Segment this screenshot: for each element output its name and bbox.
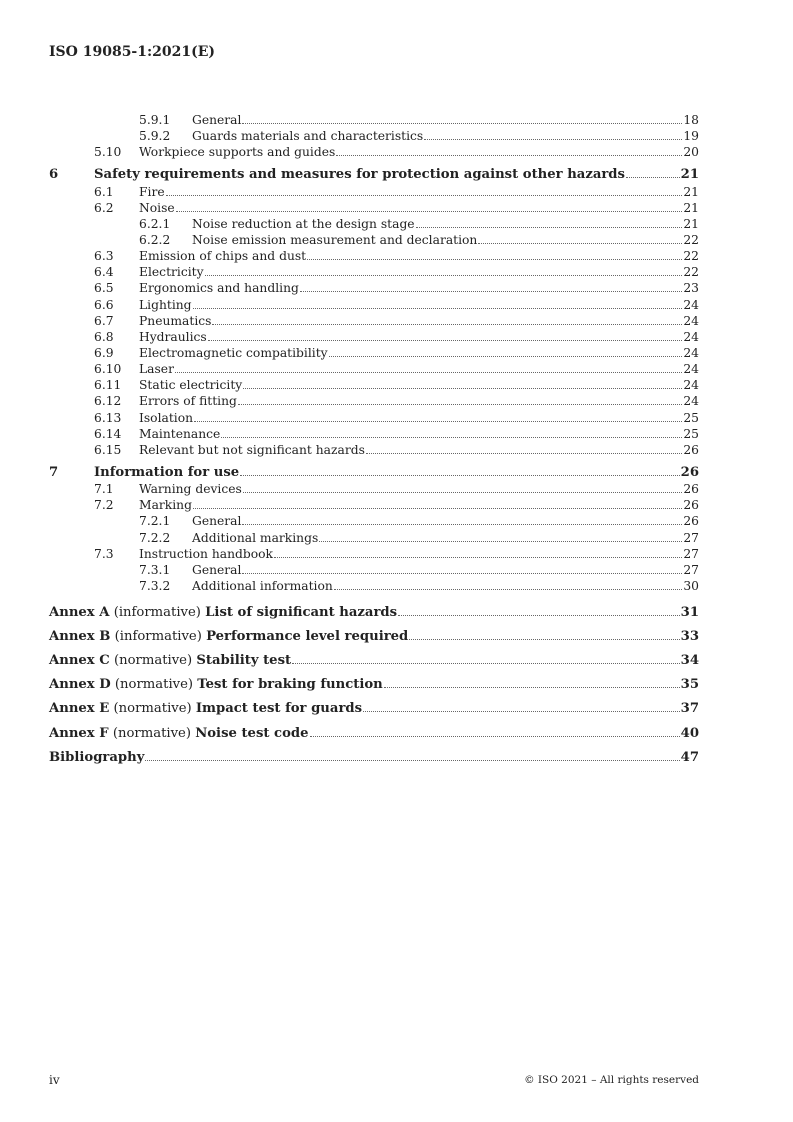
annex-title: Performance level required — [206, 629, 409, 645]
toc-annex-title-wrap — [49, 746, 681, 770]
toc-entry[interactable] — [49, 481, 699, 497]
annex-kind: (normative) — [114, 677, 194, 693]
toc-entry[interactable] — [49, 393, 699, 409]
toc-entry-title: Maintenance — [139, 426, 221, 441]
toc-entry-title-wrap — [139, 393, 683, 409]
toc-entry-title-wrap — [139, 410, 683, 426]
toc-entry-number: 7.1 — [94, 482, 114, 497]
toc-entry-page: 26 — [683, 482, 699, 497]
dot-leader — [176, 211, 682, 212]
toc-entry-page: 19 — [683, 129, 699, 144]
annex-kind: (informative) — [113, 605, 201, 621]
toc-entry[interactable] — [49, 426, 699, 442]
toc-entry-number: 6.11 — [94, 378, 122, 393]
toc-entry[interactable] — [49, 578, 699, 594]
toc-entry-page: 24 — [683, 313, 699, 328]
annex-page: 35 — [680, 677, 699, 693]
toc-entry-title-wrap — [94, 465, 681, 481]
document-header: ISO 19085-1:2021(E) — [49, 44, 216, 60]
dot-leader — [478, 243, 682, 244]
toc-entry-page: 26 — [683, 498, 699, 513]
dot-leader — [416, 227, 682, 228]
toc-entry[interactable] — [49, 248, 699, 264]
annex-kind: (normative) — [113, 653, 193, 669]
toc-entry[interactable] — [49, 345, 699, 361]
dot-leader — [221, 437, 682, 438]
toc-entry-title: Instruction handbook — [139, 546, 273, 561]
toc-entry-title-wrap — [139, 297, 683, 313]
toc-entry-number: 6.3 — [94, 249, 114, 264]
toc-entry-title-wrap — [139, 442, 683, 458]
toc-entry-page: 22 — [683, 249, 699, 264]
toc-entry-title-wrap — [139, 345, 683, 361]
toc-entry[interactable] — [49, 546, 699, 562]
toc-entry[interactable] — [49, 465, 699, 481]
toc-entry-number: 7.2.1 — [139, 514, 171, 529]
toc-entry-title-wrap — [192, 216, 683, 232]
annex-label: Annex E — [49, 701, 110, 717]
toc-entry-page: 21 — [680, 167, 699, 183]
toc-entry-title-wrap — [139, 329, 683, 345]
toc-entry-title: General — [192, 514, 242, 529]
toc-annex-title-wrap — [49, 649, 681, 673]
toc-entry-number: 6.8 — [94, 329, 114, 344]
annex-label: Annex B — [49, 629, 111, 645]
annex-title: Bibliography — [49, 749, 145, 765]
annex-label: Annex A — [49, 605, 110, 621]
dot-leader — [193, 308, 682, 309]
toc-entry[interactable] — [49, 297, 699, 313]
dot-leader — [319, 541, 682, 542]
dot-leader — [292, 663, 680, 664]
toc-entry-title: Laser — [139, 362, 174, 377]
toc-entry-title: Information for use — [94, 464, 240, 480]
toc-entry-title: Ergonomics and handling — [139, 281, 299, 296]
toc-entry[interactable] — [49, 442, 699, 458]
toc-entry-title: Warning devices — [139, 482, 242, 497]
dot-leader — [166, 195, 682, 196]
toc-entry[interactable] — [49, 513, 699, 529]
toc-entry-page: 25 — [683, 410, 699, 425]
toc-entry-number: 6.13 — [94, 410, 122, 425]
toc-entry-title: Fire — [139, 184, 165, 199]
toc-entry-number: 6.7 — [94, 313, 114, 328]
toc-entry-title: General — [192, 113, 242, 127]
toc-annex-title-wrap — [49, 697, 681, 721]
annex-kind: (normative) — [113, 701, 192, 717]
toc-entry-title-wrap — [192, 232, 683, 248]
toc-entry-title-wrap — [139, 248, 683, 264]
toc-entry[interactable] — [49, 167, 699, 183]
annex-kind: (informative) — [114, 629, 202, 645]
dot-leader — [329, 356, 682, 357]
annex-title: Noise test code — [195, 725, 309, 741]
toc-entry-number: 6 — [49, 167, 59, 183]
toc-entry-number: 6.2.1 — [139, 216, 171, 231]
dot-leader — [307, 259, 682, 260]
toc-entry-number: 6.5 — [94, 281, 114, 296]
toc-annex-entry[interactable] — [49, 722, 699, 746]
toc-entry-title-wrap — [139, 200, 683, 216]
toc-entry-page: 24 — [683, 362, 699, 377]
toc-entry-page: 22 — [683, 265, 699, 280]
dot-leader — [300, 291, 682, 292]
dot-leader — [274, 557, 682, 558]
toc-entry-page: 27 — [683, 562, 699, 577]
toc-entry-number: 6.14 — [94, 426, 122, 441]
toc-entry-title: Noise emission measurement and declaration — [192, 232, 478, 247]
toc-annex-entry[interactable] — [49, 625, 699, 649]
toc-annex-title-wrap — [49, 625, 681, 649]
toc-entry[interactable] — [49, 264, 699, 280]
toc-entry-page: 26 — [680, 464, 699, 480]
toc-entry-title: Guards materials and characteristics — [192, 129, 424, 144]
toc-entry-title-wrap — [139, 264, 683, 280]
toc-entry-title-wrap — [192, 128, 683, 144]
annex-page: 40 — [680, 725, 699, 741]
toc-entry-title-wrap — [192, 112, 683, 128]
dot-leader — [366, 453, 682, 454]
toc-entry[interactable] — [49, 530, 699, 546]
dot-leader — [242, 573, 682, 574]
toc-entry-title: Electricity — [139, 265, 204, 280]
toc-entry[interactable] — [49, 216, 699, 232]
toc-entry-number: 5.9.1 — [139, 113, 171, 127]
annex-page: 33 — [680, 629, 699, 645]
toc-entry-title: Relevant but not significant hazards — [139, 442, 365, 457]
toc-entry-number: 6.2 — [94, 200, 114, 215]
annex-label: Annex C — [49, 653, 110, 669]
dot-leader — [240, 475, 679, 476]
toc-entry-title: Lighting — [139, 297, 192, 312]
dot-leader — [398, 615, 680, 616]
toc-annex-entry[interactable] — [49, 601, 699, 625]
dot-leader — [238, 404, 682, 405]
toc-entry-page: 24 — [683, 329, 699, 344]
toc-entry-number: 7.3 — [94, 546, 114, 561]
toc-entry-title-wrap — [192, 530, 683, 546]
dot-leader — [409, 639, 679, 640]
dot-leader — [193, 508, 682, 509]
toc-entry-title-wrap — [139, 497, 683, 513]
toc-entry-page: 24 — [683, 297, 699, 312]
annex-page: 47 — [680, 749, 699, 765]
toc-entry-title: Errors of fitting — [139, 394, 237, 409]
dot-leader — [242, 524, 682, 525]
toc-entry-title-wrap — [192, 578, 683, 594]
toc-entry-page: 27 — [683, 546, 699, 561]
toc-entry-page: 18 — [683, 113, 699, 127]
toc-entry[interactable] — [49, 497, 699, 513]
toc-entry-page: 21 — [683, 184, 699, 199]
toc-entry-number: 6.10 — [94, 362, 122, 377]
toc-entry-title: Additional information — [192, 578, 333, 593]
annex-page: 31 — [680, 605, 699, 621]
toc-entry-title-wrap — [94, 167, 681, 183]
toc-entry-title: Emission of chips and dust — [139, 249, 307, 264]
dot-leader — [243, 492, 682, 493]
toc-entry-page: 27 — [683, 530, 699, 545]
toc-entry-number: 6.1 — [94, 184, 114, 199]
toc-entry-number: 6.6 — [94, 297, 114, 312]
toc-entry-title: Pneumatics — [139, 313, 212, 328]
toc-entry[interactable] — [49, 361, 699, 377]
toc-annex-entry[interactable] — [49, 697, 699, 721]
dot-leader — [626, 177, 680, 178]
toc-entry-title: Safety requirements and measures for protection against other hazards — [94, 167, 625, 183]
toc-entry-page: 24 — [683, 394, 699, 409]
toc-entry[interactable] — [49, 329, 699, 345]
toc-entry-title: Static electricity — [139, 378, 243, 393]
toc-entry-page: 24 — [683, 345, 699, 360]
dot-leader — [242, 123, 682, 124]
annex-title: Test for braking function — [197, 677, 383, 693]
toc-entry[interactable] — [49, 280, 699, 296]
dot-leader — [175, 372, 682, 373]
toc-annex-entry[interactable] — [49, 673, 699, 697]
toc-entry-title: Marking — [139, 498, 192, 513]
toc-entry-number: 6.2.2 — [139, 232, 171, 247]
table-of-contents — [49, 112, 699, 770]
dot-leader — [194, 421, 682, 422]
dot-leader — [334, 589, 682, 590]
toc-entry-page: 23 — [683, 281, 699, 296]
toc-entry-title: Workpiece supports and guides — [139, 145, 336, 160]
dot-leader — [205, 275, 682, 276]
copyright-notice: © ISO 2021 – All rights reserved — [524, 1074, 699, 1086]
toc-entry-page: 20 — [683, 145, 699, 160]
page-number: iv — [49, 1073, 60, 1087]
toc-entry-number: 7.3.2 — [139, 578, 171, 593]
toc-entry[interactable] — [49, 410, 699, 426]
toc-entry-number: 5.9.2 — [139, 129, 171, 144]
toc-entry-number: 7.2 — [94, 498, 114, 513]
toc-entry-number: 6.4 — [94, 265, 114, 280]
toc-entry-title-wrap — [139, 481, 683, 497]
annex-label: Annex D — [49, 677, 111, 693]
toc-entry-title: Noise — [139, 200, 175, 215]
toc-entry-title-wrap — [139, 426, 683, 442]
annex-title: Stability test — [196, 653, 292, 669]
dot-leader — [145, 760, 679, 761]
toc-entry-number: 7.3.1 — [139, 562, 171, 577]
toc-entry-number: 7 — [49, 464, 59, 480]
annex-label: Annex F — [49, 725, 109, 741]
toc-entry-title-wrap — [139, 546, 683, 562]
dot-leader — [310, 736, 680, 737]
toc-entry-title: Additional markings — [192, 530, 319, 545]
toc-annex-entry[interactable] — [49, 746, 699, 770]
annex-title: Impact test for guards — [195, 701, 363, 717]
toc-entry[interactable] — [49, 232, 699, 248]
toc-entry[interactable] — [49, 184, 699, 200]
toc-entry-title-wrap — [192, 513, 683, 529]
toc-entry-page: 26 — [683, 442, 699, 457]
toc-entry[interactable] — [49, 313, 699, 329]
toc-entry-title: Electromagnetic compatibility — [139, 345, 328, 360]
toc-annex-title-wrap — [49, 601, 681, 625]
annex-page: 34 — [680, 653, 699, 669]
toc-entry-title-wrap — [139, 361, 683, 377]
dot-leader — [384, 687, 680, 688]
toc-entry-page: 24 — [683, 378, 699, 393]
toc-entry-number: 6.9 — [94, 345, 114, 360]
annex-kind: (normative) — [112, 725, 191, 741]
toc-entry-title-wrap — [139, 313, 683, 329]
toc-entry-page: 22 — [683, 232, 699, 247]
toc-entry-title-wrap — [139, 280, 683, 296]
toc-entry-title-wrap — [192, 562, 683, 578]
dot-leader — [363, 711, 680, 712]
toc-entry-number: 7.2.2 — [139, 530, 171, 545]
toc-entry[interactable] — [49, 112, 699, 128]
toc-entry-page: 21 — [683, 216, 699, 231]
toc-entry-number: 6.12 — [94, 394, 122, 409]
toc-entry-page: 25 — [683, 426, 699, 441]
toc-entry-title-wrap — [139, 144, 683, 160]
toc-entry[interactable] — [49, 200, 699, 216]
toc-entry[interactable] — [49, 128, 699, 144]
toc-entry-number: 5.10 — [94, 145, 122, 160]
toc-annex-title-wrap — [49, 722, 681, 746]
toc-entry-title-wrap — [139, 377, 683, 393]
dot-leader — [208, 340, 682, 341]
annex-title: List of significant hazards — [205, 605, 398, 621]
toc-entry-title: Noise reduction at the design stage — [192, 216, 415, 231]
dot-leader — [336, 155, 682, 156]
toc-entry-title: Isolation — [139, 410, 194, 425]
toc-entry[interactable] — [49, 562, 699, 578]
toc-annex-title-wrap — [49, 673, 681, 697]
toc-entry-page: 26 — [683, 514, 699, 529]
toc-annex-entry[interactable] — [49, 649, 699, 673]
toc-entry-title: General — [192, 562, 242, 577]
toc-entry-title: Hydraulics — [139, 329, 207, 344]
dot-leader — [212, 324, 682, 325]
toc-entry[interactable] — [49, 144, 699, 160]
toc-entry-number: 6.15 — [94, 442, 122, 457]
toc-entry-page: 21 — [683, 200, 699, 215]
annex-page: 37 — [680, 701, 699, 717]
dot-leader — [424, 139, 682, 140]
dot-leader — [243, 388, 682, 389]
toc-entry[interactable] — [49, 377, 699, 393]
toc-entry-title-wrap — [139, 184, 683, 200]
toc-entry-page: 30 — [683, 578, 699, 593]
